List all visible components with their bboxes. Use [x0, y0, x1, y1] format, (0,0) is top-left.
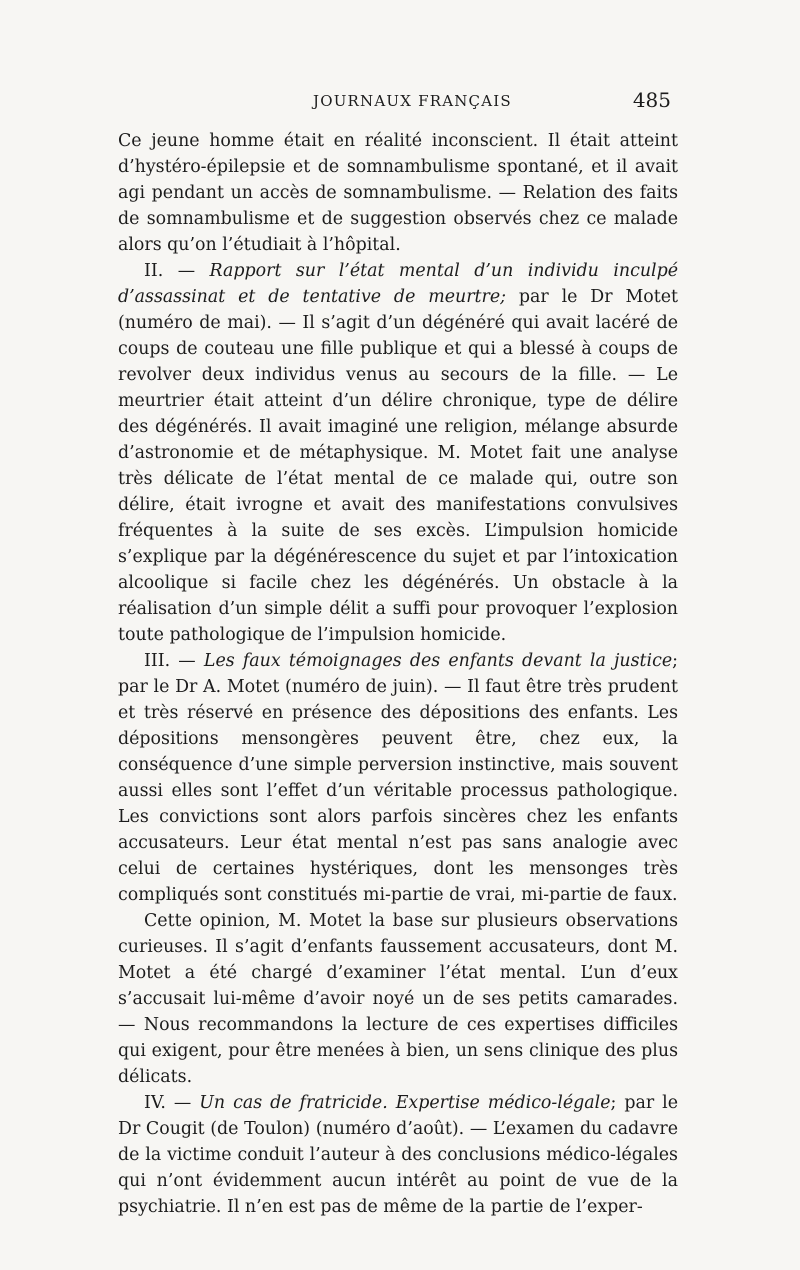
paragraph-2-text: par le Dr Motet (numéro de mai). — Il s’agit d’un dégénéré qui avait lacéré de coups de couteau une fille publique et qui a blessé à coups de revolver deux individus venus au secours de la fille. — Le meurtrier était atteint d’un délire chronique, type de délire des dégénérés. Il avait imaginé une religion, mélange absurde d’astronomie et de métaphysique. M. Motet fait une analyse très délicate de l’état mental de ce malade qui, outre son délire, était ivrogne et avait des manifestations convulsives fréquentes à la suite de ses excès. L’impulsion homicide s’explique par la dégénérescence du sujet et par l’intoxication alcoolique si facile chez les dégénérés. Un obstacle à la réalisation d’un simple délit a suffi pour provoquer l’explosion toute pathologique de l’impulsion homicide. [118, 287, 678, 645]
paragraph-1-text: Ce jeune homme était en réalité inconscient. Il était atteint d’hystéro-épilepsie et de somnambulisme spontané, et il avait agi pendant un accès de somnambulisme. — Relation des faits de somnambulisme et de suggestion observés chez ce malade alors qu’on l’étudiait à l’hôpital. [118, 131, 678, 255]
paragraph-5 [118, 1090, 678, 1220]
paragraph-3-title: Les faux témoignages des enfants devant la justice [203, 651, 673, 671]
paragraph-1 [118, 128, 678, 258]
paragraph-5-text: ; par le Dr Cougit (de Toulon) (numéro d’août). — L’examen du cadavre de la victime conduit l’auteur à des conclusions médico-légales qui n’ont évidemment aucun intérêt au point de vue de la psychiatrie. Il n’en est pas de même de la partie de l’exper- [118, 1093, 678, 1217]
page-header [0, 88, 800, 122]
paragraph-3-prefix: III. — [144, 651, 204, 671]
paragraph-2-prefix: II. — [144, 261, 210, 281]
paragraph-5-prefix: IV. — [144, 1093, 200, 1113]
paragraph-4 [118, 908, 678, 1090]
paragraph-5-title: Un cas de fratricide. Expertise médico-légale [199, 1093, 611, 1113]
paragraph-4-text: Cette opinion, M. Motet la base sur plusieurs observations curieuses. Il s’agit d’enfants faussement accusateurs, dont M. Motet a été chargé d’examiner l’état mental. L’un d’eux s’accusait lui-même d’avoir noyé un de ses petits camarades. — Nous recommandons la lecture de ces expertises difficiles qui exigent, pour être menées à bien, un sens clinique des plus délicats. [118, 911, 678, 1087]
body-text [118, 128, 678, 1220]
paragraph-3-text: ; par le Dr A. Motet (numéro de juin). — Il faut être très prudent et très réservé en présence des dépositions des enfants. Les dépositions mensongères peuvent être, chez eux, la conséquence d’une simple perversion instinctive, mais souvent aussi elles sont l’effet d’un véritable processus pathologique. Les convictions sont alors parfois sincères chez les enfants accusateurs. Leur état mental n’est pas sans analogie avec celui de certaines hystériques, dont les mensonges très compliqués sont constitués mi-partie de vrai, mi-partie de faux. [118, 651, 678, 905]
running-title: JOURNAUX FRANÇAIS [313, 92, 512, 110]
paragraph-2 [118, 258, 678, 648]
paragraph-2-title: Rapport sur l’état mental d’un individu inculpé d’assassinat et de tentative de meurtre; [118, 261, 679, 307]
paragraph-3 [118, 648, 678, 908]
page-number: 485 [632, 88, 671, 112]
